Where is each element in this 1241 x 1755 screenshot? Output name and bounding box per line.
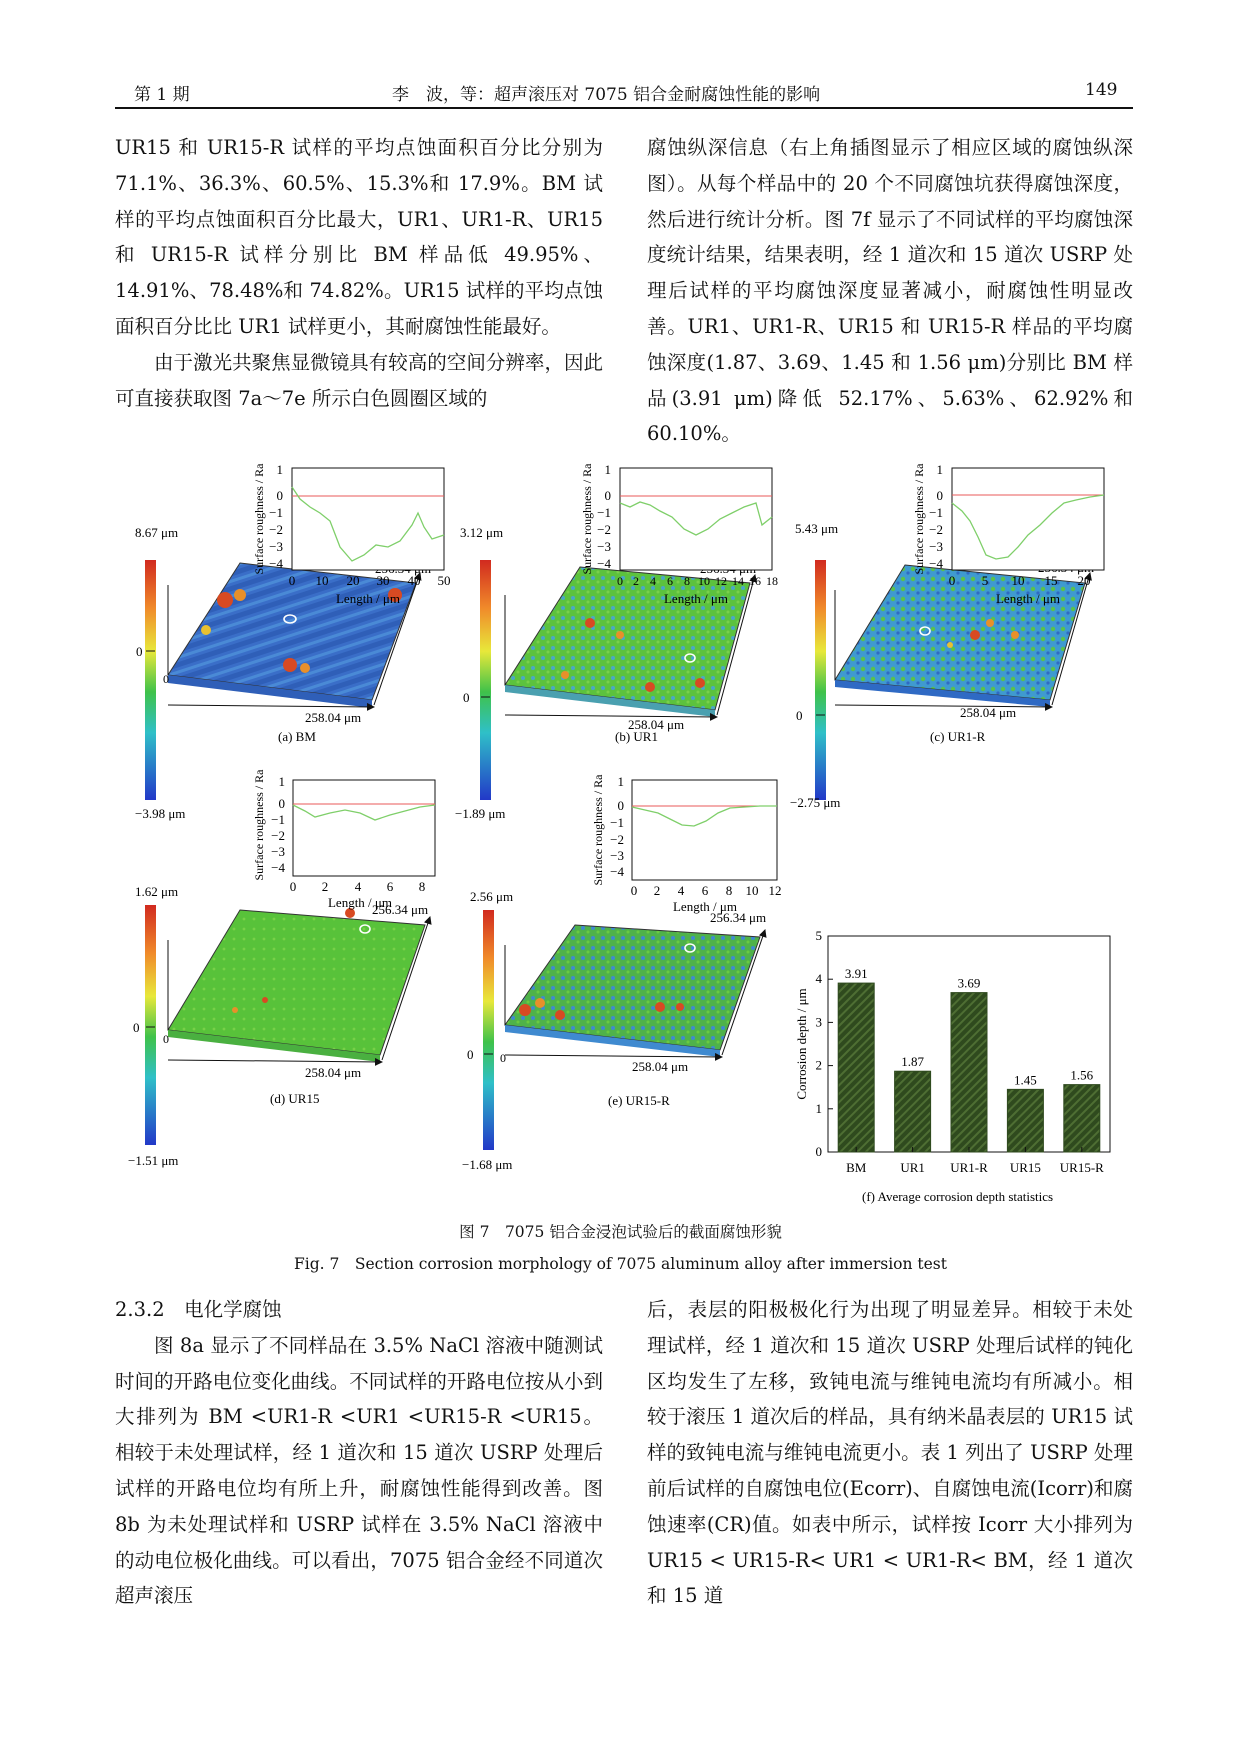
svg-text:8: 8 [418,879,426,894]
svg-text:−3: −3 [269,539,283,554]
panel-d [128,769,435,1168]
svg-text:0: 0 [163,1032,169,1046]
y-axis-label: Corrosion depth / μm [794,988,809,1100]
svg-text:Surface roughness / Ra: Surface roughness / Ra [580,463,594,575]
svg-text:−3: −3 [597,539,611,554]
scale-min: −1.68 μm [462,1157,513,1172]
scale-max: 5.43 μm [795,521,839,536]
scale-max: 3.12 μm [460,525,504,540]
bar [838,983,874,1152]
svg-text:10: 10 [1011,573,1025,588]
svg-text:0: 0 [617,574,623,588]
scale-zero: 0 [136,644,143,659]
svg-text:8: 8 [725,883,733,898]
length-label: 258.04 μm [305,710,362,725]
svg-text:Length / μm: Length / μm [995,591,1061,606]
x-tick-label: BM [846,1160,867,1175]
width-label: 256.34 μm [372,902,429,917]
panel-a [135,462,451,821]
paragraph: 图 8a 显示了不同样品在 3.5% NaCl 溶液中随测试时间的开路电位变化曲线。不同试样的开路电位按从小到大排列为 BM <UR1-R <UR1 <UR15-R <UR15。相较于未处理试样，经 1 道次和 15 道次 USRP 处理后试样的开路电位均有所上升，耐腐蚀性能得到改善。图 8b 为未处理试样和 USRP 试样在 3.5% NaCl 溶液中的动电位极化曲线。可以看出，7075 铝合金经不同道次超声滚压 [115,1333,603,1608]
svg-text:0: 0 [936,488,943,503]
scale-zero: 0 [467,1047,474,1062]
bar [1007,1089,1043,1152]
bar [951,993,987,1152]
panel-caption: (e) UR15-R [608,1093,670,1108]
panel-f-bar-chart [794,928,1110,1204]
color-scale-bar [480,560,491,800]
issue-number: 第 1 期 [134,85,190,105]
svg-text:8: 8 [684,574,690,588]
surface-3d [505,567,750,710]
svg-text:2: 2 [321,879,329,894]
svg-text:4: 4 [354,879,362,894]
right-column-top [647,130,1133,452]
bar-value-label: 3.69 [957,975,981,991]
svg-text:10: 10 [698,574,710,588]
y-tick-label: 2 [815,1057,822,1073]
svg-text:−1: −1 [929,505,943,520]
svg-text:Surface roughness / Ra: Surface roughness / Ra [252,463,266,575]
length-label: 258.04 μm [960,705,1017,720]
svg-text:−4: −4 [929,556,943,571]
svg-text:15: 15 [1044,573,1058,588]
svg-text:0: 0 [604,488,611,503]
svg-text:−3: −3 [929,539,943,554]
figure-caption-en: Fig. 7 Section corrosion morphology of 7075 aluminum alloy after immersion test [294,1255,947,1273]
inset-profile [252,769,435,910]
color-scale-bar [483,910,494,1150]
svg-text:10: 10 [315,573,329,588]
svg-text:6: 6 [386,879,394,894]
y-tick-label: 1 [815,1100,822,1116]
length-label: 258.04 μm [632,1059,689,1074]
svg-text:−1: −1 [271,812,285,827]
svg-text:−2: −2 [610,832,624,847]
scale-min: −1.89 μm [455,806,506,821]
paragraph: UR15 和 UR15-R 试样的平均点蚀面积百分比分别为 71.1%、36.3%、60.5%、15.3%和 17.9%。BM 试样的平均点蚀面积百分比最大，UR1、UR1-R、UR15 和 UR15-R 试样分别比 BM 样品低 49.95%、14.91%、78.48%和 74.82%。UR15 试样的平均点蚀面积百分比比 UR1 试样更小，其耐腐蚀性能最好。 [115,136,603,338]
bar-value-label: 1.87 [901,1054,924,1070]
svg-text:−2: −2 [271,828,285,843]
svg-text:2: 2 [633,574,639,588]
scale-max: 1.62 μm [135,884,179,899]
color-scale-bar [145,560,156,800]
svg-text:−1: −1 [269,505,283,520]
svg-text:−4: −4 [610,864,624,879]
svg-text:6: 6 [667,574,673,588]
svg-text:0: 0 [617,798,624,813]
svg-text:10: 10 [745,883,759,898]
svg-text:1: 1 [278,774,285,789]
svg-text:0: 0 [163,672,169,686]
svg-text:20: 20 [346,573,360,588]
svg-text:0: 0 [500,1051,506,1065]
svg-text:0: 0 [288,573,296,588]
y-tick-label: 0 [815,1144,822,1159]
svg-text:4: 4 [677,883,685,898]
page-number: 149 [1085,80,1118,100]
scale-max: 8.67 μm [135,525,179,540]
scale-zero: 0 [133,1020,140,1035]
svg-text:5: 5 [981,573,989,588]
bar [895,1071,931,1152]
svg-text:2: 2 [653,883,661,898]
scale-zero: 0 [796,708,803,723]
y-tick-label: 3 [815,1014,822,1030]
svg-text:−4: −4 [269,556,283,571]
svg-text:0: 0 [630,883,638,898]
bar [1064,1085,1100,1152]
svg-text:0: 0 [278,796,285,811]
svg-text:30: 30 [376,573,390,588]
svg-text:−4: −4 [271,860,285,875]
surface-3d [168,910,425,1055]
svg-text:4: 4 [650,574,656,588]
svg-text:Length / μm: Length / μm [663,591,729,606]
panel-e [462,774,782,1172]
panel-caption: (a) BM [278,729,316,744]
panel-caption: (d) UR15 [270,1091,320,1106]
svg-text:Length / μm: Length / μm [335,591,401,606]
paragraph: 后，表层的阳极极化行为出现了明显差异。相较于未处理试样，经 1 道次和 15 道次 USRP 处理后试样的钝化区均发生了左移，致钝电流与维钝电流均有所减小。相较于滚压 1 道次后的样品，具有纳米晶表层的 UR15 试样的致钝电流与维钝电流更小。表 1 列出了 USRP 处理前后试样的自腐蚀电位(Ecorr)、自腐蚀电流(Icorr)和腐蚀速率(CR)值。如表中所示，试样按 Icorr 大小排列为 UR15 < UR15-R< UR1 < UR1-R< BM，经 1 道次和 15 道 [647,1298,1133,1608]
y-tick-label: 4 [815,971,822,987]
length-label: 258.04 μm [628,717,685,732]
svg-text:0: 0 [276,488,283,503]
panel-caption: (b) UR1 [615,729,658,744]
svg-text:1: 1 [617,774,624,789]
figure-caption-cn: 图 7 7075 铝合金浸泡试验后的截面腐蚀形貌 [459,1223,782,1241]
svg-text:18: 18 [766,574,778,588]
scale-min: −3.98 μm [135,806,186,821]
scale-min: −2.75 μm [790,795,841,810]
panel-caption: (f) Average corrosion depth statistics [862,1189,1054,1204]
inset-profile [591,774,782,914]
x-tick-label: UR15 [1009,1160,1041,1175]
left-column-top [115,130,603,416]
svg-text:−1: −1 [610,815,624,830]
paragraph: 腐蚀纵深信息（右上角插图显示了相应区域的腐蚀纵深图）。从每个样品中的 20 个不同腐蚀坑获得腐蚀深度，然后进行统计分析。图 7f 显示了不同试样的平均腐蚀深度统计结果，结果表明，经 1 道次和 15 道次 USRP 处理后试样的平均腐蚀深度显著减小，耐腐蚀性明显改善。UR1、UR1-R、UR15 和 UR15-R 样品的平均腐蚀深度(1.87、3.69、1.45 和 1.56 μm)分别比 BM 样品(3.91 μm)降低 52.17%、5.63%、62.92%和 60.10%。 [647,136,1133,446]
svg-text:12: 12 [715,574,727,588]
color-scale-bar [815,560,826,800]
panel-b [455,462,778,821]
panel-c [790,462,1104,810]
svg-text:0: 0 [948,573,956,588]
y-tick-label: 5 [815,928,822,943]
scale-min: −1.51 μm [128,1153,179,1168]
svg-text:−2: −2 [269,522,283,537]
svg-text:−3: −3 [610,848,624,863]
svg-text:40: 40 [407,573,421,588]
svg-text:1: 1 [604,462,611,477]
paragraph: 由于激光共聚焦显微镜具有较高的空间分辨率，因此可直接获取图 7a～7e 所示白色圆圈区域的 [115,350,603,410]
bar-value-label: 1.45 [1014,1072,1037,1088]
svg-text:Length / μm: Length / μm [327,895,393,910]
svg-text:−2: −2 [597,522,611,537]
svg-text:50: 50 [437,573,451,588]
x-tick-label: UR1-R [950,1160,988,1175]
left-column-bottom [115,1292,603,1614]
svg-text:Surface roughness / Ra: Surface roughness / Ra [252,769,266,881]
svg-text:−2: −2 [929,522,943,537]
bar-value-label: 1.56 [1070,1067,1094,1083]
svg-text:0: 0 [289,879,297,894]
svg-text:−1: −1 [597,505,611,520]
svg-text:Length / μm: Length / μm [672,899,738,914]
color-scale-bar [145,905,156,1145]
svg-text:1: 1 [936,462,943,477]
svg-text:12: 12 [768,883,782,898]
scale-max: 2.56 μm [470,889,514,904]
x-tick-label: UR15-R [1059,1160,1104,1175]
running-title: 李 波，等：超声滚压对 7075 铝合金耐腐蚀性能的影响 [392,85,821,105]
bar-value-label: 3.91 [844,966,868,982]
svg-text:Surface roughness / Ra: Surface roughness / Ra [591,774,605,886]
section-heading: 2.3.2 电化学腐蚀 [115,1298,282,1321]
x-tick-label: UR1 [900,1160,925,1175]
svg-text:Surface roughness / Ra: Surface roughness / Ra [912,463,926,575]
figure-7 [0,455,1241,1215]
svg-text:6: 6 [701,883,709,898]
header-rule [115,107,1133,109]
svg-text:16: 16 [749,574,761,588]
scale-zero: 0 [463,690,470,705]
svg-text:1: 1 [276,462,283,477]
length-label: 258.04 μm [305,1065,362,1080]
svg-text:−4: −4 [597,556,611,571]
right-column-bottom [647,1292,1133,1614]
panel-caption: (c) UR1-R [930,729,986,744]
width-label: 256.34 μm [710,910,767,925]
svg-text:−3: −3 [271,844,285,859]
svg-text:20: 20 [1077,573,1091,588]
svg-text:14: 14 [732,574,744,588]
